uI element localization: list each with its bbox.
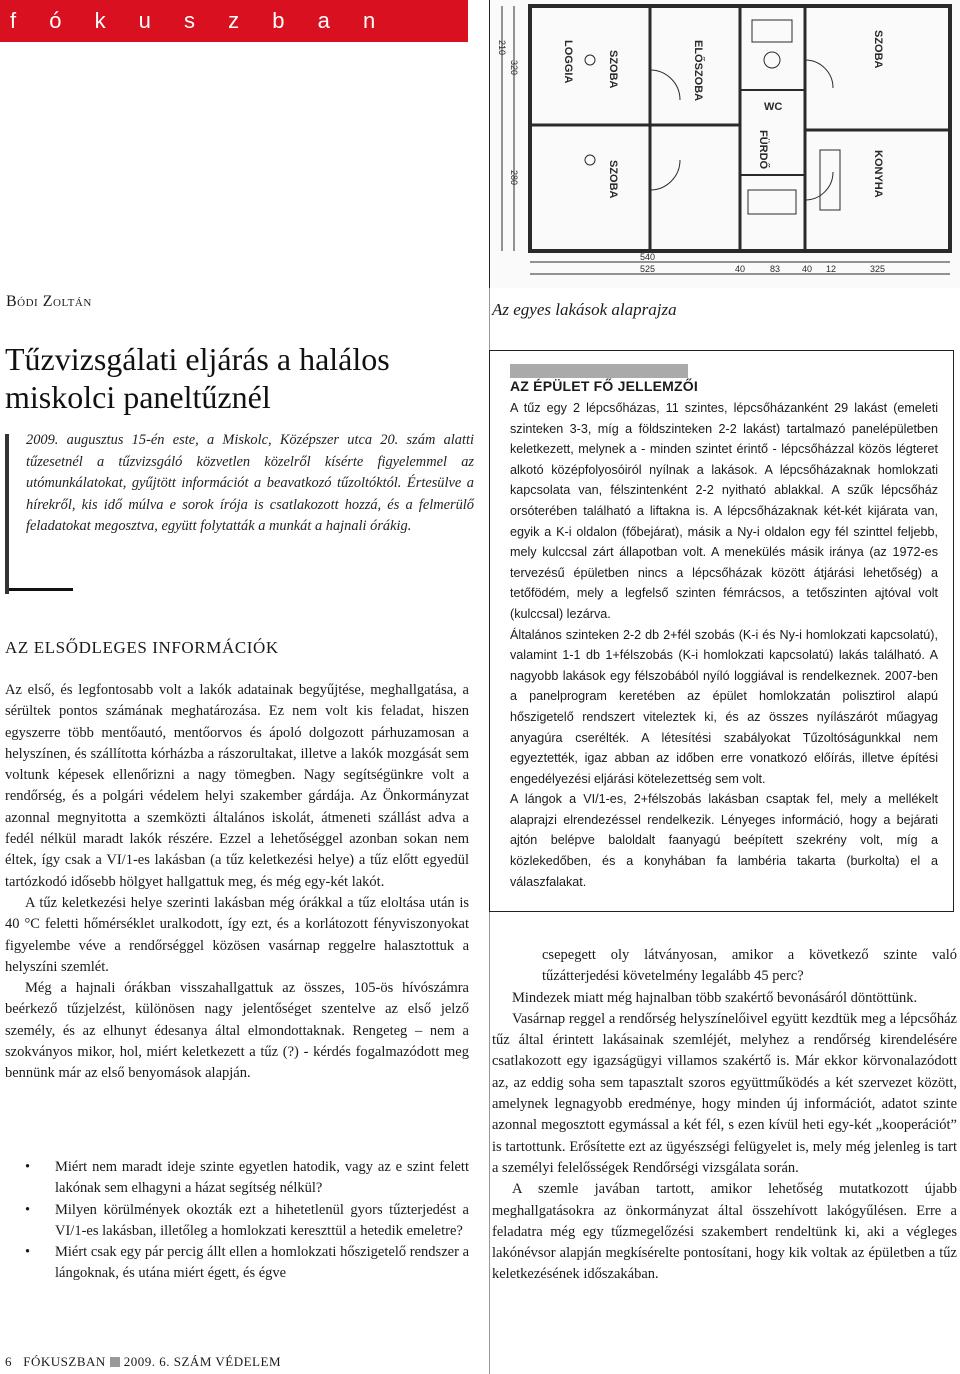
room-label: SZOBA [872,30,884,69]
dimension-label: 83 [770,264,781,274]
dimension-label: 40 [735,264,746,274]
list-item [5,1242,469,1285]
room-label: FÜRDŐ [757,130,769,170]
left-body-text [5,680,469,1085]
magazine-name: FÓKUSZBAN [23,1354,106,1369]
question-list [5,1157,469,1285]
bullet-icon: • [25,1201,31,1218]
info-box-tab [510,364,688,378]
bullet-icon: • [25,1159,31,1175]
info-box-heading: AZ ÉPÜLET FŐ JELLEMZŐI [510,378,698,394]
issue-info: 2009. 6. SZÁM VÉDELEM [123,1354,281,1369]
body-paragraph: A tűz keletkezési helye szerinti lakásban még órákkal a tűz eloltása után is 40 °C feletti hőmérséklet uralkodott, így ezt, és a korlátozott fényviszonyokat figyelembe véve a rendőrséggel közösen vasárnap reggelre halasztottuk a helyszíni szemlét. [5,894,469,975]
right-body-text [492,945,957,1286]
bullet-icon: • [25,1244,31,1261]
body-paragraph: Az első, és legfontosabb volt a lakók adatainak begyűjtése, meghallgatása, a sérültek pontos számának meghatározása. Ez nem volt kis feladat, hiszen egyszerre több mentőautó, mentőorvos és ápoló dolgozott párhuzamosan a helyszínen, és szállította kórházba a rászorultakat, illetve a lakók mozgását sem voltunk képesek ellenőrizni a nagy tömegben. Nagy segítségünkre volt a rendőrség, és a polgári védelem helyi szakember gárdája. Az Önkormányzat azonnal megnyitotta a szemközti általános iskolát, átmeneti szállást adva a fedél nélkül maradt lakók részére. Ezzel a lehetőséggel azonban sokan nem éltek, így csak a VI/1-es lakásban (a tűz keletkezési helye) a tűz előtt egyedül tartózkodó idősebb hölgyet hallgattuk meg, és még egy-két lakót. [5,682,469,890]
room-label: WC [764,101,783,113]
lead-rule [5,434,9,594]
room-label: SZOBA [607,160,619,199]
dimension-label: 540 [640,252,656,262]
section-label-band [0,0,468,42]
room-label: SZOBA [607,50,619,89]
room-label: ELŐSZOBA [692,40,704,102]
square-separator-icon [110,1357,120,1367]
dimension-label: 320 [509,60,519,76]
floor-plan-image [489,0,960,288]
info-paragraph: A tűz egy 2 lépcsőházas, 11 szintes, lépcsőházanként 29 lakást (emeleti szinteken 3-3, míg a földszinteken 2-2 lakást) tartalmazó panelépületben keletkezett, melynek a - minden szintet érintő - lépcsőházzal közös légteret alkotó középfolyosóiról nyílnak a lakások. A lépcsőházaknak homlokzati kapcsolata van, félszintenként 2-2 nyitható ablakkal. A szűk lépcsőház orsóterében található a liftakna is. A lépcsőházaknak két-két kijárata van, egyik a K-i oldalon (főbejárat), másik a Ny-i oldalon egy fél szinttel feljebb, mely kulccsal zárt állapotban volt. A menekülés másik iránya (az 1972-es tervezésű épületben nincs a lépcsőházak között átjárási lehetőség) a tetőfödém, mely a legfelső szinten fémrácsos, a tetőszinten ajtóval volt (kulccsal) lezárva. [510,401,938,621]
page-number: 6 [5,1354,12,1369]
lead-bottom-rule [9,588,73,591]
list-item [5,1200,469,1243]
dimension-label: 280 [509,170,519,186]
dimension-label: 12 [826,264,837,274]
list-item [5,1157,469,1200]
info-paragraph: A lángok a VI/1-es, 2+félszobás lakásban csaptak fel, mely a mellékelt alaprajzi elrendezéssel rendelkezik. Lényeges információ, hogy a bejárati ajtón belépve baloldalt faanyagú beépített szekrény volt, míg a közlekedőben, és a konyhában fa lambéria takarta (burkolta) el a válaszfalakat. [510,792,938,889]
dimension-label: 40 [802,264,813,274]
body-paragraph: csepegett oly látványosan, amikor a következő szinte való tűzátterjedési követelmény legalább 45 perc? [542,947,957,985]
list-item-text: Miért csak egy pár percig állt ellen a homlokzati hőszigetelő rendszer a lángoknak, és utána miért égett, és égve [55,1244,469,1282]
body-paragraph: Mindezek miatt még hajnalban több szakértő bevonásáról döntöttünk. [512,989,918,1006]
dimension-label: 525 [640,264,656,274]
body-paragraph: A szemle javában tartott, amikor lehetőség mutatkozott újabb meghallgatásokra az önkormányzat által összehívott lakógyűlésen. Erre a feladatra még egy tűzmegelőzési szakembert rendeltünk ki, aki a végleges lakónévsor alapján megkísérelte pontosítani, hogy kik voltak az épületben a tűz keletkezésének időszakában. [492,1181,957,1283]
info-box-text [510,398,938,892]
article-title: Tűzvizsgálati eljárás a halálos miskolci paneltűznél [5,341,390,415]
article-lead: 2009. augusztus 15-én este, a Miskolc, Középszer utca 20. szám alatti tűzesetnél a tűzvizsgáló közvetlen közelről kísérte figyelemmel az utómunkálatokat, gyűjtött információt a beavatkozó tűzoltóktól. Értesülve a hírekről, kis idő múlva e sorok írója is csatlakozott hozzá, és a felmerülő feladatokat megosztva, együtt folytatták a munkát a hajnali órákig. [26,432,474,535]
page-footer [5,1354,281,1370]
dimension-label: 325 [870,264,886,274]
room-label: LOGGIA [562,40,574,84]
info-paragraph: Általános szinteken 2-2 db 2+fél szobás (K-i és Ny-i homlokzati kapcsolatú), valamint 1-1 db 1+félszobás (K-i homlokzati kapcsolatú) lakás található. A nagyobb lakások egy félszobából nyíló loggiával is rendelkeznek. 2007-ben a panelprogram keretében az épület homlokzatán polisztirol alapú hőszigetelő rendszert viteleztek ki, és az összes nyílászárót műagyag anyagúra cserélték. A létesítési szabályokat Tűzoltóságunkkal nem egyeztették, igaz abban az időben erre vonatkozó előírás, illetve építési engedélyezési eljárási kötelezettség sem volt. [510,627,938,786]
floor-plan-caption: Az egyes lakások alaprajza [492,300,677,319]
section-label: f ó k u s z b a n [10,8,389,33]
list-item-text: Milyen körülmények okozták ezt a hihetetlenül gyors tűzterjedést a VI/1-es lakásban, illetőleg a homlokzati kereszttül a hetedik emeletre? [55,1201,469,1239]
list-item-text: Miért nem maradt ideje szinte egyetlen hatodik, vagy az e szint felett lakónak sem elhagyni a házat segítség nélkül? [55,1159,469,1197]
body-paragraph: Még a hajnali órákban visszahallgattuk az összes, 105-ös hívószámra beérkező tűzjelzést, különösen nagy jelentőséget szentelve az első jelző személy, és az elhunyt édesanya által elmondottaknak. Rengeteg – nem a szokványos mikor, hol, miért keletkezett a tűz (?) - kérdés fogalmazódott meg bennünk már az első benyomások alapján. [5,980,469,1082]
floor-plan-drawing [490,0,960,288]
dimension-label: 210 [497,40,507,56]
author-name: Bódi Zoltán [6,293,92,310]
body-paragraph: Vasárnap reggel a rendőrség helyszínelőivel együtt kezdtük meg a lépcsőház tűz által érintett lakásainak szemléjét, melyhez a rendőrség kirendelésére csatlakozott egy igazságügyi villamos szakértő is. Már ekkor körvonalazódott az, az eddig soha sem tapasztalt szoros együttműködés a két szervezet között, amelynek legnagyobb eredménye, hogy minden új információt, adatot szinte azonnal megosztott egymással a két fél, s ezen kívül heti egy-két „kooperációt” is tartottunk. Erősítette ezt az ügyészségi felügyelet is, mely még jelenleg is tart a személyi felelősségek Rendőrségi vizsgálata során. [492,1010,957,1176]
room-label: KONYHA [872,150,884,198]
section-heading: AZ ELSŐDLEGES INFORMÁCIÓK [5,638,279,657]
